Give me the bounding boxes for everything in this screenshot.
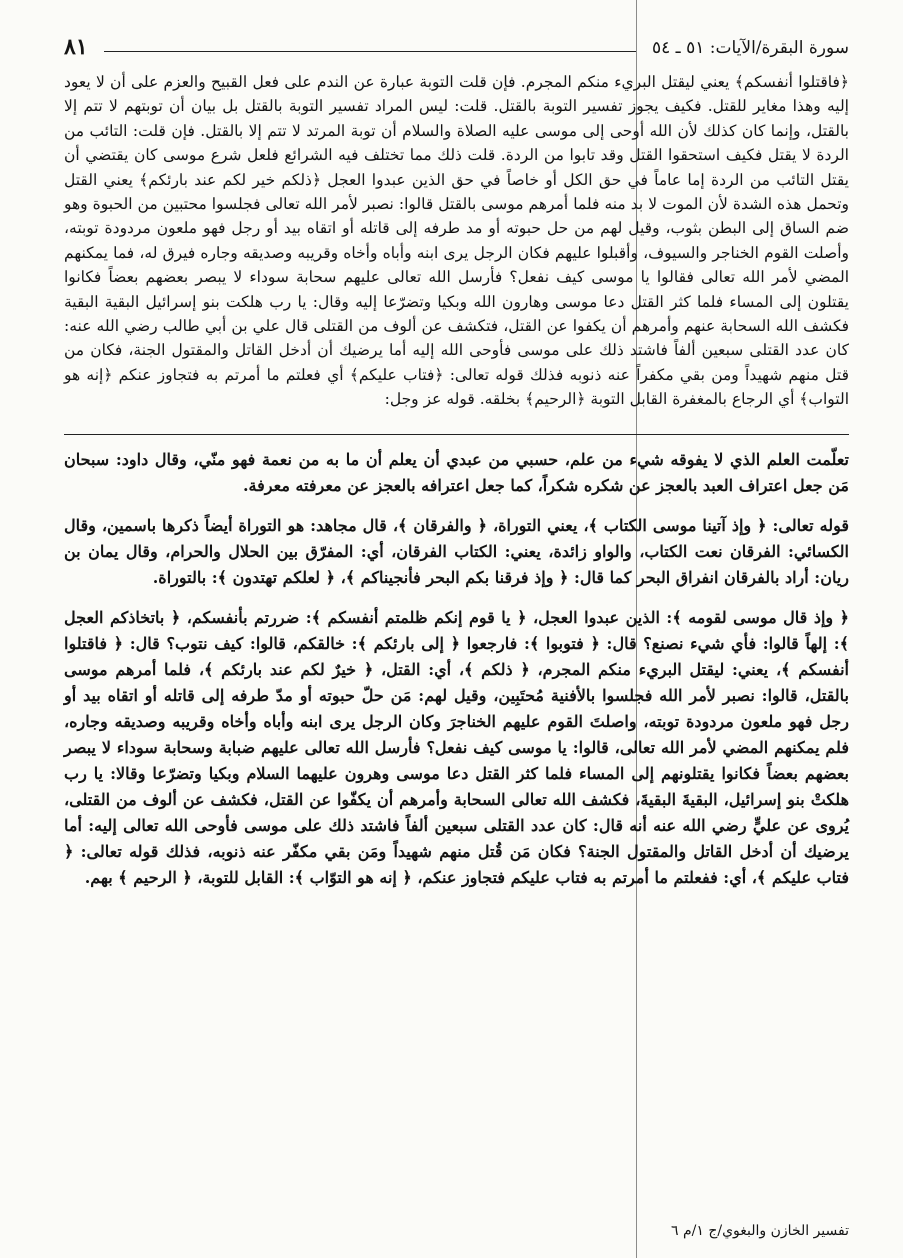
surah-title: سورة البقرة/الآيات: ٥١ ـ ٥٤ bbox=[652, 38, 849, 58]
commentary-paragraph: تعلّمت العلم الذي لا يفوقه شيء من علم، حسبي من عبدي أن يعلم أن ما به من نعمة فهو منّي، وقال داود: سبحان مَن جعل اعتراف العبد بالعجز عن شكره شكراً، كما جعل اعترافه بالعجز عن معرفته معرفة. bbox=[64, 449, 849, 495]
section-divider bbox=[64, 434, 849, 435]
running-header bbox=[64, 28, 849, 62]
commentary-paragraph: ﴿ وإذ قال موسى لقومه ﴾: الذين عبدوا العجل، ﴿ يا قوم إنكم ظلمتم أنفسكم ﴾: ضررتم بأنفسكم، ﴿ باتخاذكم العجل ﴾: إلهاً قالوا: فأي شيء نصنع؟ قال: ﴿ فتوبوا ﴾: فارجعوا ﴿ إلى بارئكم ﴾: خالقكم، قالوا: كيف نتوب؟ قال: ﴿ فاقتلوا أنفسكم ﴾، يعني: ليقتل البريء منكم المجرم، ﴿ ذلكم ﴾، أي: القتل، ﴿ خيرٌ لكم عند بارئكم ﴾، فلما أمرهم موسى بالقتل، قالوا: نصبر لأمر الله فجلسوا بالأفنية مُحتَبِين، وقيل لهم: مَن حلّ حبوته أو مدّ طرفه إلى قاتله أو اتقاه بيد أو رجل فهو ملعون مردودة توبته، واصلتَ القوم عليهم الخناجرَ وكان الرجل يرى ابنه وأباه وأخاه وقريبه وصديقه وجاره، فلم يمكنهم المضي لأمر الله تعالى، قالوا: يا موسى كيف نفعل؟ فأرسل الله تعالى عليهم ضبابة وسحابة سوداء لا يبصر بعضهم بعضاً فكانوا يقتلونهم إلى المساء فلما كثر القتل دعا موسى وهرون عليهما السلام وبكيا وتضرّعا وقالا: يا رب هلكتْ بنو إسرائيل، البقيةَ البقيةَ، فكشف الله تعالى السحابة وأمرهم أن يكفّوا عن القتل، فكشف عن ألوف من القتلى، يُروى عن عليٍّ رضي الله عنه أنه قال: كان عدد القتلى سبعين ألفاً فاشتد ذلك على موسى فأوحى الله تعالى إليه: أما يرضيك أن أدخل القاتل والمقتول الجنة؟ فكان مَن قُتل منهم شهيداً ومَن بقي مكفّر عنه ذنوبه، فذلك قوله تعالى: ﴿ فتاب عليكم ﴾، أي: ففعلتم ما أمرتم به فتاب عليكم فتجاوز عنكم، ﴿ إنه هو التوّاب ﴾: القابل للتوبة، ﴿ الرحيم ﴾ بهم. bbox=[64, 607, 850, 887]
commentary-paragraph: قوله تعالى: ﴿ وإذ آتينا موسى الكتاب ﴾، يعني التوراة، ﴿ والفرقان ﴾، قال مجاهد: هو التوراة أيضاً ذكرها باسمين، وقال الكسائي: الفرقان نعت الكتاب، والواو زائدة، يعني: الكتاب الفرقان، أي: المفرّق بين الحلال والحرام، وقال يمان بن ريان: أراد بالفرقان انفراق البحر كما قال: ﴿ وإذ فرقنا بكم البحر فأنجيناكم ﴾، ﴿ لعلكم تهتدون ﴾: بالتوراة. bbox=[64, 515, 849, 587]
header-rule bbox=[104, 51, 636, 52]
khazin-commentary bbox=[64, 70, 849, 412]
page-number: ٨١ bbox=[64, 34, 88, 60]
printer-signature: تفسير الخازن والبغوي/ج ١/م ٦ bbox=[670, 1223, 849, 1239]
baghawi-commentary bbox=[64, 447, 849, 891]
commentary-paragraph: ﴿فاقتلوا أنفسكم﴾ يعني ليقتل البريء منكم المجرم. فإن قلت التوبة عبارة عن الندم على فعل القبيح والعزم على أن لا يعود إليه وهذا مغاير للقتل. فكيف يجوز تفسير التوبة بالقتل. قلت: ليس المراد تفسير التوبة بالقتل بل بيان أن توبتهم لا تتم إلا بالقتل، وإنما كان كذلك لأن الله أوحى إلى موسى عليه الصلاة والسلام أن توبة المرتد لا تتم إلا بالقتل. فإن قلت: التائب من الردة لا يقتل فكيف استحقوا القتل وقد تابوا من الردة. قلت ذلك مما تختلف فيه الشرائع فلعل شرع موسى كان يقتضي أن يقتل التائب من الردة إما عاماً في حق الكل أو خاصاً في حق الذين عبدوا العجل ﴿ذلكم خير لكم عند بارئكم﴾ يعني القتل وتحمل هذه الشدة لأن الموت لا بد منه فلما أمرهم موسى بالقتل قالوا: نصبر لأمر الله تعالى فجلسوا محتبين من الحبوة وهو ضم الساق إلى البطن بثوب، وقيل لهم من حل حبوته أو مد طرفه إلى قاتله أو اتقاه بيد أو رجل فهو ملعون مردودة توبته، وأصلت القوم الخناجر والسيوف، وأقبلوا عليهم فكان الرجل يرى ابنه وأباه وأخاه وقريبه وصديقه وجاره فيرق له، فما يمكنهم المضي لأمر الله تعالى فقالوا يا موسى كيف نفعل؟ فأرسل الله تعالى عليهم سحابة سوداء لا يبصر بعضهم بعضاً فكانوا يقتلون إلى المساء فلما كثر القتل دعا موسى وهارون الله وبكيا وتضرّعا إليه وقال: يا رب هلكت بنو إسرائيل البقية البقية فكشف الله السحابة عنهم وأمرهم أن يكفوا عن القتل، فتكشف عن ألوف من القتلى قال علي بن أبي طالب رضي الله عنه: كان عدد القتلى سبعين ألفاً فاشتد ذلك على موسى فأوحى الله إليه أما يرضيك أن أدخل القاتل والمقتول الجنة، فكان من قتل منهم شهيداً ومن بقي مكفراً عنه ذنوبه فذلك قوله تعالى: ﴿فتاب عليكم﴾ أي فعلتم ما أمرتم به فتجاوز عنكم ﴿إنه هو التواب﴾ أي الرجاع بالمغفرة القابل التوبة ﴿الرحيم﴾ بخلقه. قوله عز وجل: bbox=[64, 73, 849, 409]
book-page bbox=[64, 28, 850, 1239]
